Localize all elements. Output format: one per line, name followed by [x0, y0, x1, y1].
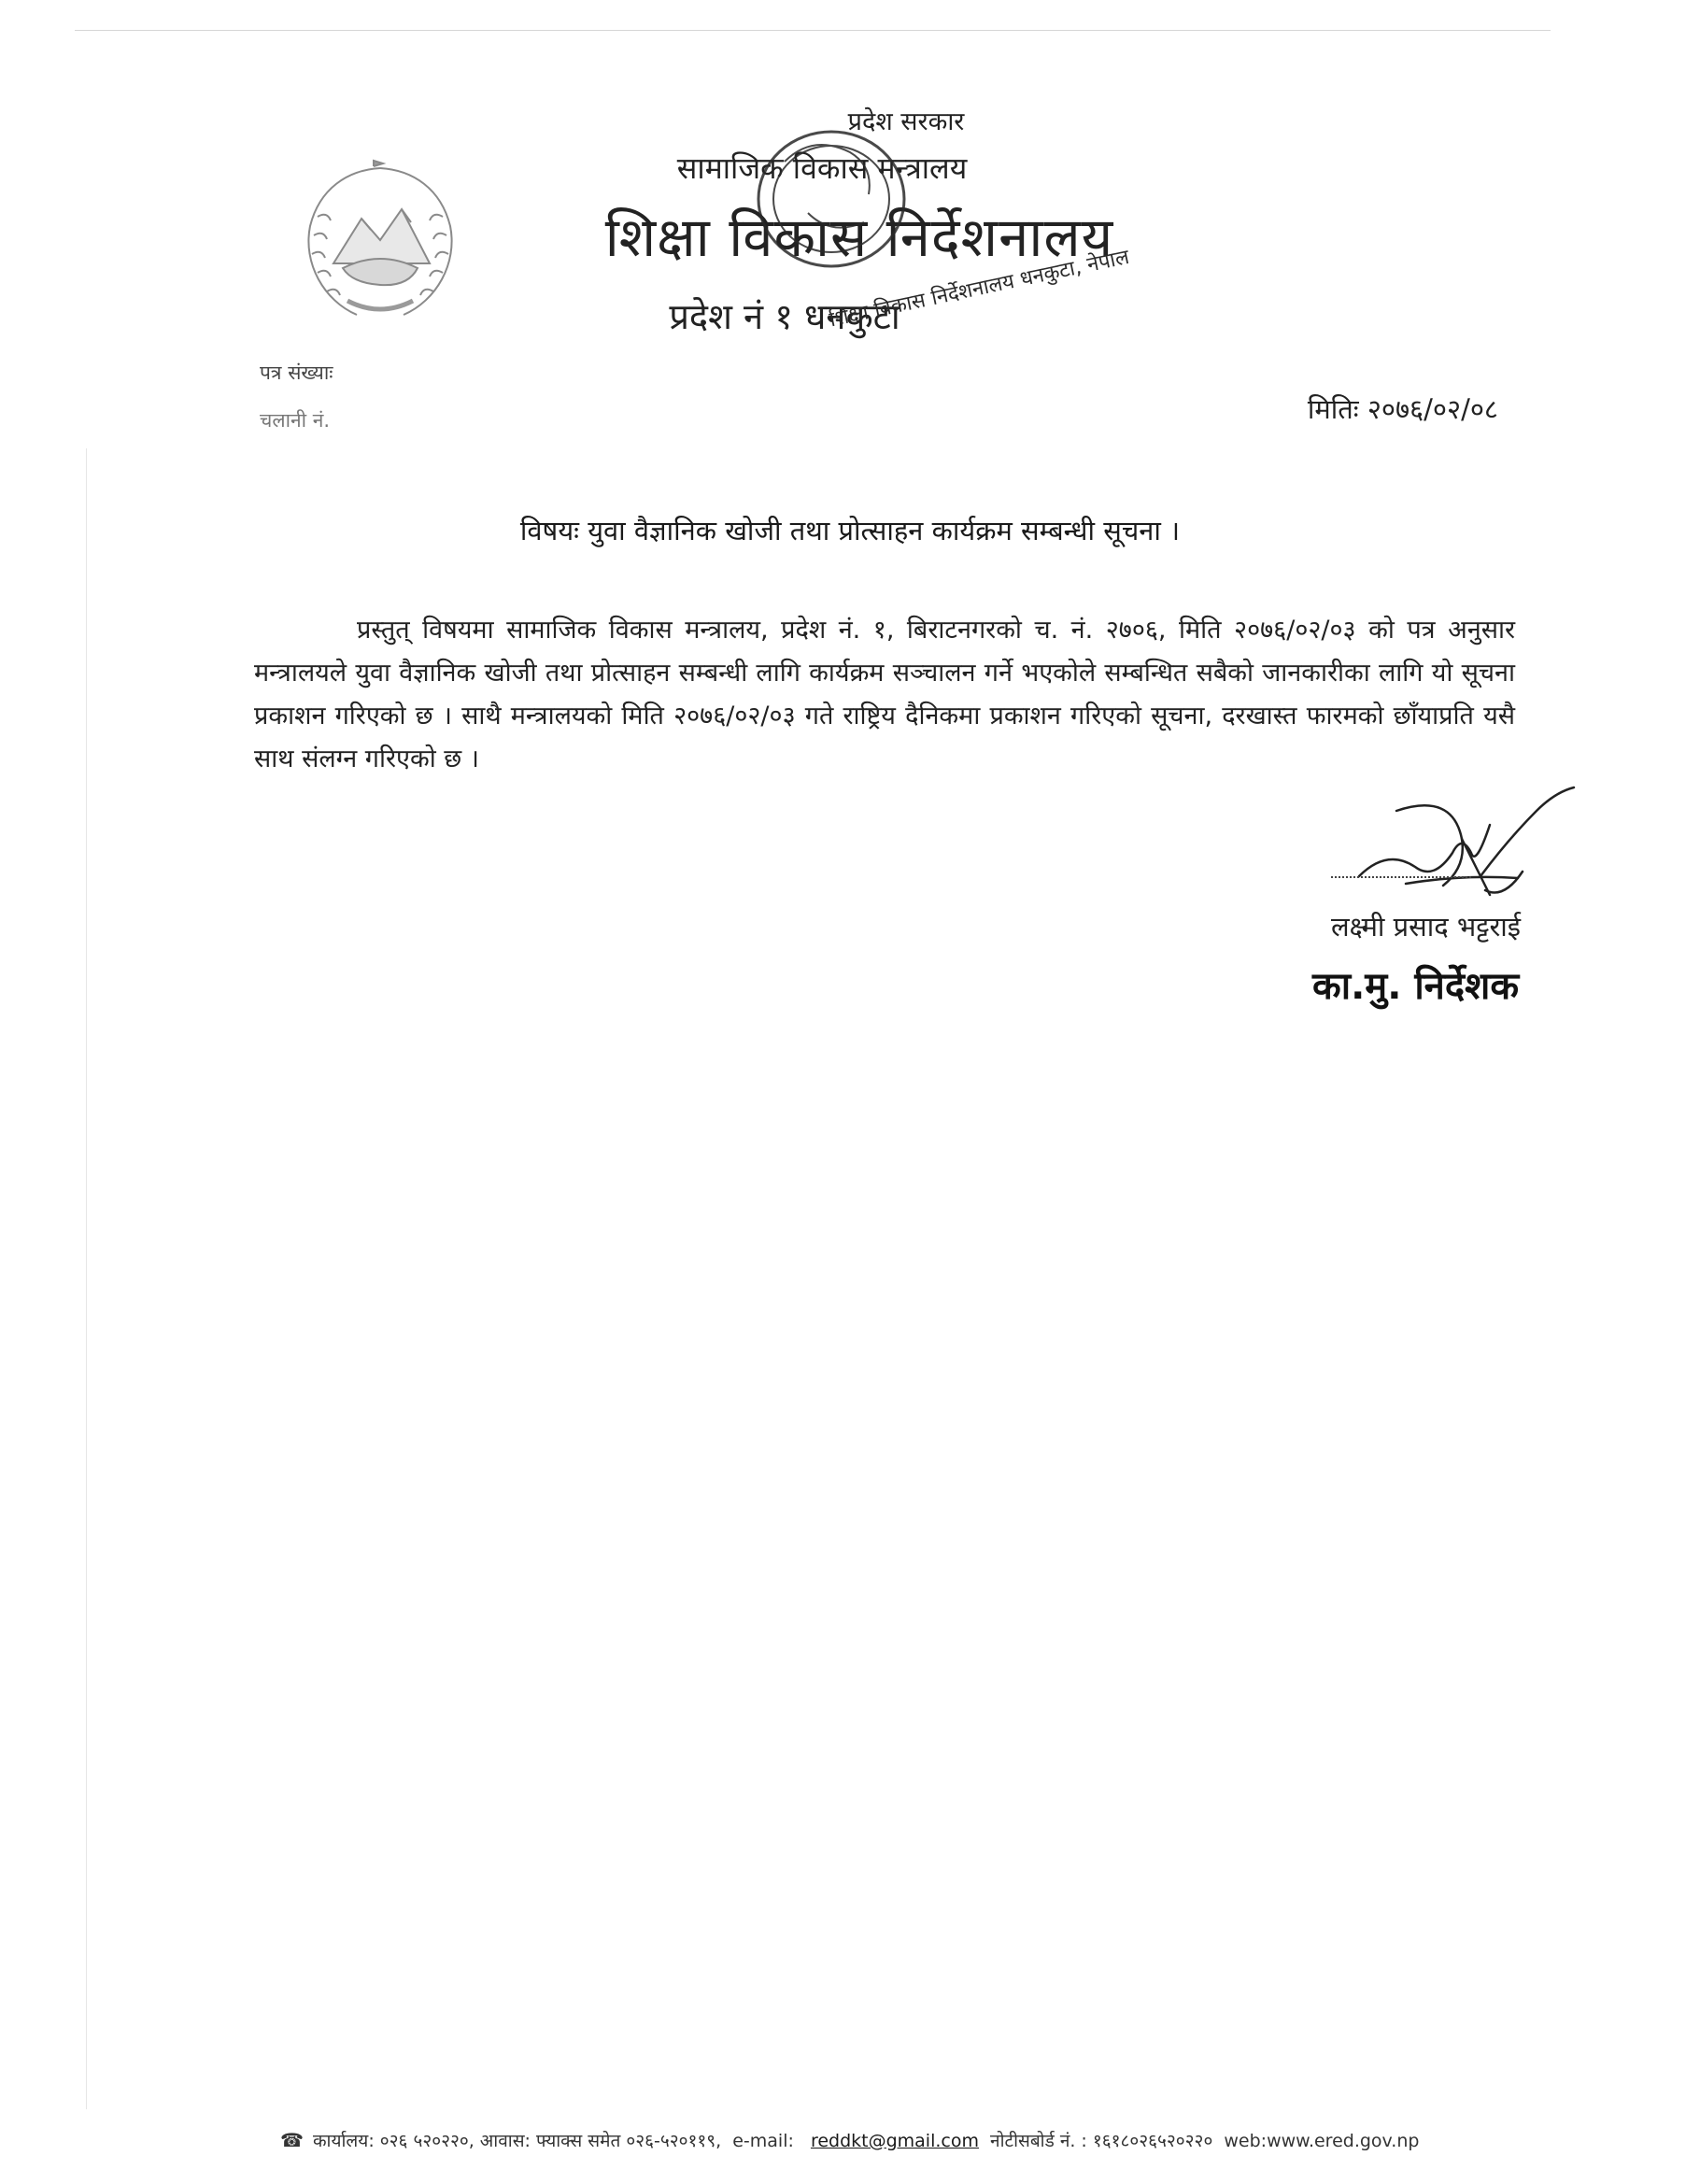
letter-subject: विषयः युवा वैज्ञानिक खोजी तथा प्रोत्साहन कार्यक्रम सम्बन्धी सूचना । [519, 515, 1181, 546]
dispatch-number-label: चलानी नं. [260, 409, 331, 432]
footer-email-label: e-mail: [732, 2131, 794, 2151]
signature-dotted-line [1331, 876, 1471, 878]
office-stamp [719, 110, 1132, 362]
letter-body: प्रस्तुत् विषयमा सामाजिक विकास मन्त्रालय, प्रदेश नं. १, बिराटनगरको च. नं. २७०६, मिति २०७६/०२/०३ को पत्र अनुसार मन्त्रालयले युवा वैज्ञानिक खोजी तथा प्रोत्साहन सम्बन्धी लागि कार्यक्रम सञ्चालन गर्ने भएकोले सम्बन्धित सबैको जानकारीका लागि यो सूचना प्रकाशन गरिएको छ । साथै मन्त्रालयको मिति २०७६/०२/०३ गते राष्ट्रिय दैनिकमा प्रकाशन गरिएको सूचना, दरखास्त फारमको छाँयाप्रति यसै साथ संलग्न गरिएको छ । [254, 616, 1515, 773]
office-location: प्रदेश नं १ धनकुटा [669, 296, 900, 337]
footer-notice-board: नोटीसबोर्ड नं. : १६१८०२६५२०२२० [990, 2131, 1213, 2151]
letter-number-label: पत्र संख्याः [260, 362, 333, 384]
footer-office-phone: कार्यालय: ०२६ ५२०२२०, आवास: फ्याक्स समेत ०२६-५२०११९, [312, 2131, 722, 2151]
signatory-title: का.मु. निर्देशक [1312, 965, 1520, 1008]
ministry-heading: सामाजिक विकास मन्त्रालय [676, 150, 968, 186]
footer-website[interactable]: web:www.ered.gov.np [1224, 2131, 1420, 2151]
stamp-text: शिक्षा विकास निर्देशनालय धनकुटा, नेपाल [827, 245, 1132, 333]
signatory-name: लक्ष्मी प्रसाद भट्टराई [1331, 911, 1522, 943]
page-top-edge [75, 30, 1551, 31]
footer-email-link[interactable]: reddkt@gmail.com [810, 2131, 979, 2151]
letter-date: मितिः २०७६/०२/०८ [1307, 393, 1498, 425]
letter-footer [280, 2128, 1551, 2152]
handwritten-signature [1322, 783, 1593, 914]
directorate-heading: शिक्षा विकास निर्देशनालय [604, 206, 1114, 269]
telephone-icon: ☎ [280, 2129, 304, 2151]
government-heading: प्रदेश सरकार [847, 107, 965, 136]
page-left-edge [86, 448, 87, 2109]
